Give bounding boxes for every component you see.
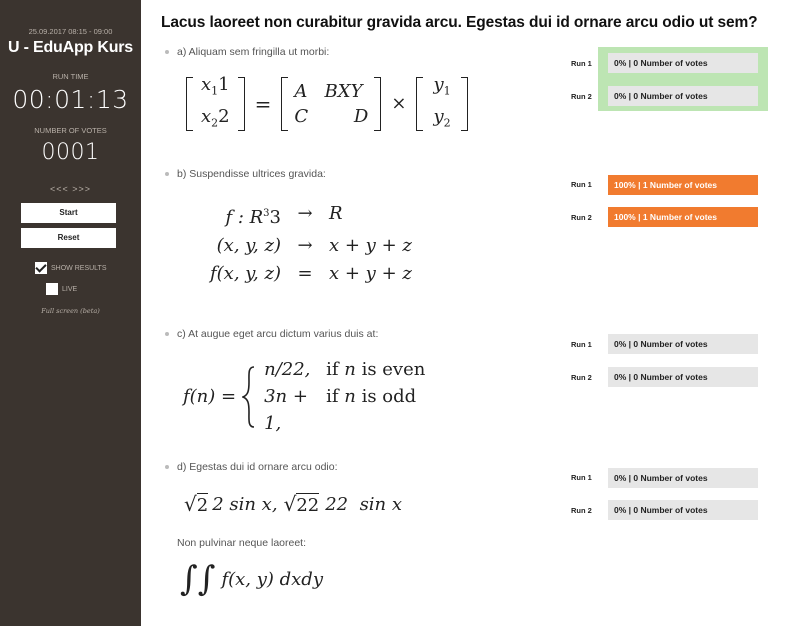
times-sign: ×: [391, 93, 407, 115]
math-b: f : $R^33$ → R (x, y, z) → x + y + z f(x, y, z) = x + y + z: [209, 203, 412, 284]
question-a-text: a) Aliquam sem fringilla ut morbi:: [177, 46, 330, 58]
question-c-label: [165, 328, 378, 340]
sqrt-icon: √: [184, 492, 197, 516]
votes-value: 0001: [41, 140, 100, 165]
show-results-toggle[interactable]: [35, 262, 107, 274]
matrix-abcd: A BXY C D: [294, 80, 369, 127]
result-bar: 100% | 1 Number of votes: [608, 175, 758, 195]
result-bar: 0% | 0 Number of votes: [608, 468, 758, 488]
sqrt-icon: √: [283, 492, 297, 516]
brace-icon: [242, 366, 256, 428]
question-nav[interactable]: <<< >>>: [49, 184, 92, 194]
bracket-right-2: [374, 77, 381, 131]
equals-sign: =: [254, 91, 272, 116]
math-a: [186, 72, 468, 135]
math-c: f(n) = n/22, if n is even 3n + 1, if n is odd: [183, 359, 426, 434]
result-bar: 0% | 0 Number of votes: [608, 367, 758, 387]
integral-icon: ∫∫: [180, 559, 216, 599]
result-bar: 100% | 1 Number of votes: [608, 207, 758, 227]
bracket-right: [238, 77, 245, 131]
question-b-label: [165, 168, 326, 180]
result-bar: 0% | 0 Number of votes: [608, 500, 758, 520]
result-bar: 0% | 0 Number of votes: [608, 53, 758, 73]
result-bar: 0% | 0 Number of votes: [608, 334, 758, 354]
votes-label: NUMBER OF VOTES: [34, 126, 107, 135]
question-b-text: b) Suspendisse ultrices gravida:: [177, 168, 326, 180]
bullet-icon: [165, 465, 169, 469]
bracket-left: [186, 77, 193, 131]
matrix-x: $x_11$ $x_22$: [201, 74, 230, 130]
question-d-label: [165, 461, 338, 473]
bullet-icon: [165, 50, 169, 54]
course-title: U - EduApp Kurs: [8, 39, 133, 56]
question-c-text: c) At augue eget arcu dictum varius duis at:: [177, 328, 379, 340]
start-button[interactable]: Start: [21, 203, 116, 223]
bullet-icon: [165, 172, 169, 176]
runtime-label: RUN TIME: [52, 72, 89, 81]
math-d: √ 2 2 sin x, √ 22 22 sin x: [184, 492, 403, 516]
question-a-label: [165, 46, 329, 58]
question-d-text: d) Egestas dui id ornare arcu odio:: [177, 461, 338, 473]
bracket-left-3: [416, 77, 423, 131]
run-label: Run 2: [571, 506, 592, 515]
run-label: Run 2: [571, 373, 592, 382]
matrix-y: $y_1$ $y_2$: [433, 74, 451, 130]
result-bar: 0% | 0 Number of votes: [608, 86, 758, 106]
page-title: Lacus laoreet non curabitur gravida arcu. Egestas dui id ornare arcu odio ut sem?: [161, 14, 758, 31]
run-label: Run 1: [571, 59, 592, 68]
question-d-sublabel: Non pulvinar neque laoreet:: [177, 537, 307, 549]
run-label: Run 1: [571, 180, 592, 189]
live-toggle[interactable]: [46, 283, 77, 295]
bracket-left-2: [281, 77, 288, 131]
runtime-value: 00:01:13: [12, 85, 129, 114]
show-results-checkbox[interactable]: [35, 262, 47, 274]
run-label: Run 1: [571, 340, 592, 349]
run-label: Run 1: [571, 473, 592, 482]
reset-button[interactable]: Reset: [21, 228, 116, 248]
math-d-integral: ∫∫ f(x, y) dxdy: [180, 559, 323, 599]
run-label: Run 2: [571, 92, 592, 101]
show-results-label: SHOW RESULTS: [51, 264, 107, 272]
run-label: Run 2: [571, 213, 592, 222]
live-label: LIVE: [62, 285, 78, 293]
sidebar: [0, 0, 141, 626]
bullet-icon: [165, 332, 169, 336]
bracket-right-3: [461, 77, 468, 131]
session-date: 25.09.2017 08:15 - 09:00: [28, 27, 113, 36]
fullscreen-link[interactable]: Full screen (beta): [41, 307, 100, 315]
live-checkbox[interactable]: [46, 283, 58, 295]
